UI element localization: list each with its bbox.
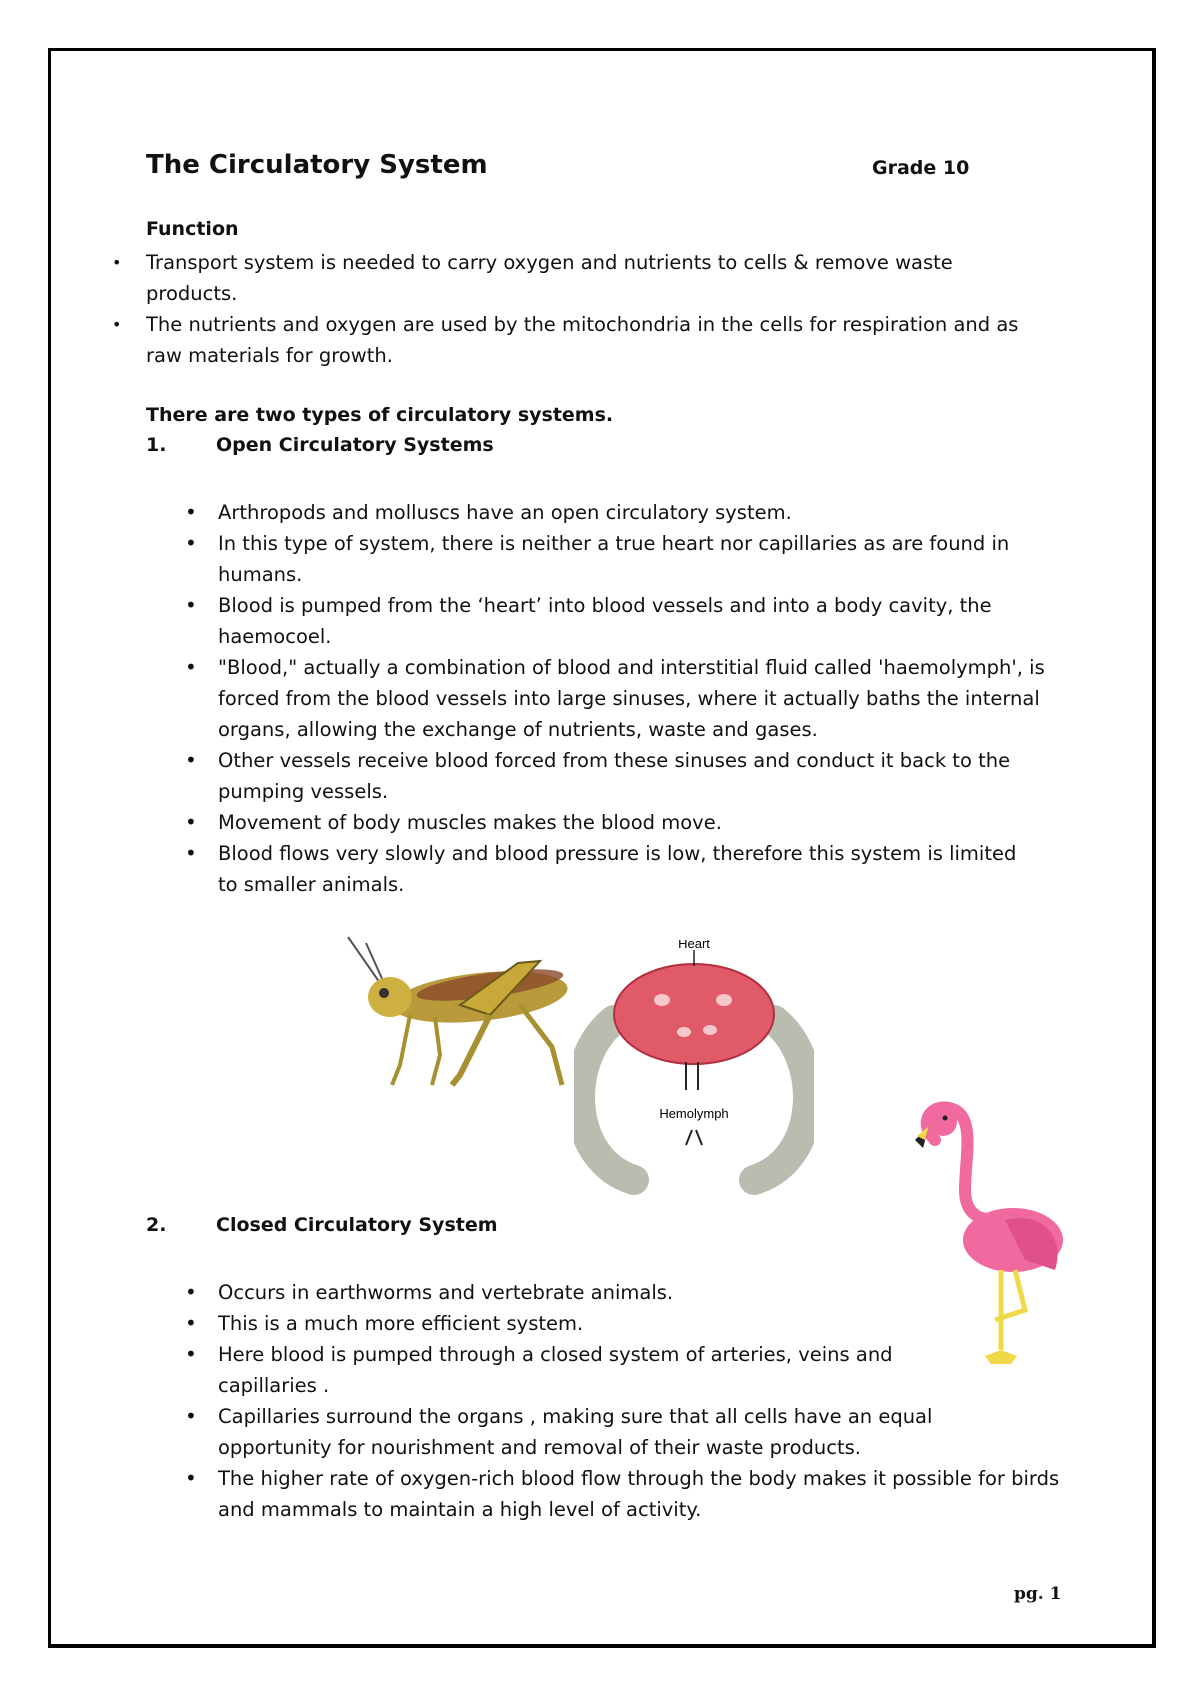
- list-item: • This is a much more efficient system.: [218, 1308, 1068, 1339]
- list-item: • Occurs in earthworms and vertebrate animals.: [218, 1277, 1068, 1308]
- page-number: pg. 1: [1014, 1584, 1062, 1604]
- bullet-icon: •: [185, 1280, 197, 1304]
- hemolymph-label: Hemolymph: [659, 1106, 729, 1121]
- list-item: • Blood is pumped from the ‘heart’ into blood vessels and into a body cavity, the haemocoel.: [218, 590, 1068, 652]
- bullet-icon: •: [185, 531, 197, 555]
- open-system-list: [185, 497, 1068, 900]
- heart-label: Heart: [678, 940, 710, 951]
- bullet-icon: •: [185, 1404, 197, 1428]
- bullet-icon: •: [112, 315, 122, 334]
- list-item: • Arthropods and molluscs have an open circulatory system.: [218, 497, 1068, 528]
- list-item: • The higher rate of oxygen-rich blood flow through the body makes it possible for birds and mammals to maintain a high level of activity.: [218, 1463, 1068, 1525]
- function-heading: Function: [146, 218, 239, 240]
- flamingo-image: [905, 1100, 1065, 1400]
- open-circulation-diagram: [574, 940, 814, 1200]
- bullet-icon: •: [185, 655, 197, 679]
- section-number: 2.: [146, 1214, 167, 1236]
- bullet-icon: •: [185, 810, 197, 834]
- list-item: • In this type of system, there is neither a true heart nor capillaries as are found in humans.: [218, 528, 1068, 590]
- list-item: • "Blood," actually a combination of blood and interstitial fluid called 'haemolymph', is forced from the blood vessels into large sinuses, where it actually baths the internal organs, allowing the exchange of nutrients, waste and gases.: [218, 652, 1068, 745]
- bullet-icon: •: [185, 500, 197, 524]
- closed-system-heading: [146, 1214, 498, 1236]
- list-item: • The nutrients and oxygen are used by the mitochondria in the cells for respiration and as raw materials for growth.: [146, 309, 1056, 371]
- page-title: The Circulatory System: [146, 150, 488, 180]
- bullet-icon: •: [185, 1342, 197, 1366]
- bullet-icon: •: [112, 253, 122, 272]
- section-title: Closed Circulatory System: [216, 1214, 498, 1236]
- grasshopper-image: [340, 935, 580, 1105]
- bullet-icon: •: [185, 1311, 197, 1335]
- bullet-icon: •: [185, 593, 197, 617]
- list-item: • Here blood is pumped through a closed system of arteries, veins and capillaries .: [218, 1339, 898, 1401]
- bullet-icon: •: [185, 841, 197, 865]
- section-title: Open Circulatory Systems: [216, 434, 494, 456]
- bullet-icon: •: [185, 1466, 197, 1490]
- grade-label: Grade 10: [872, 157, 970, 179]
- types-intro: There are two types of circulatory systems.: [146, 404, 614, 426]
- function-list: [112, 247, 1046, 371]
- list-item: • Movement of body muscles makes the blood move.: [218, 807, 1068, 838]
- list-item: • Other vessels receive blood forced from these sinuses and conduct it back to the pumping vessels.: [218, 745, 1068, 807]
- list-item: • Capillaries surround the organs , making sure that all cells have an equal opportunity for nourishment and removal of their waste products.: [218, 1401, 978, 1463]
- open-system-heading: [146, 434, 494, 456]
- list-item: • Transport system is needed to carry oxygen and nutrients to cells & remove waste products.: [146, 247, 1026, 309]
- section-number: 1.: [146, 434, 167, 456]
- list-item: • Blood flows very slowly and blood pressure is low, therefore this system is limited to smaller animals.: [218, 838, 1018, 900]
- bullet-icon: •: [185, 748, 197, 772]
